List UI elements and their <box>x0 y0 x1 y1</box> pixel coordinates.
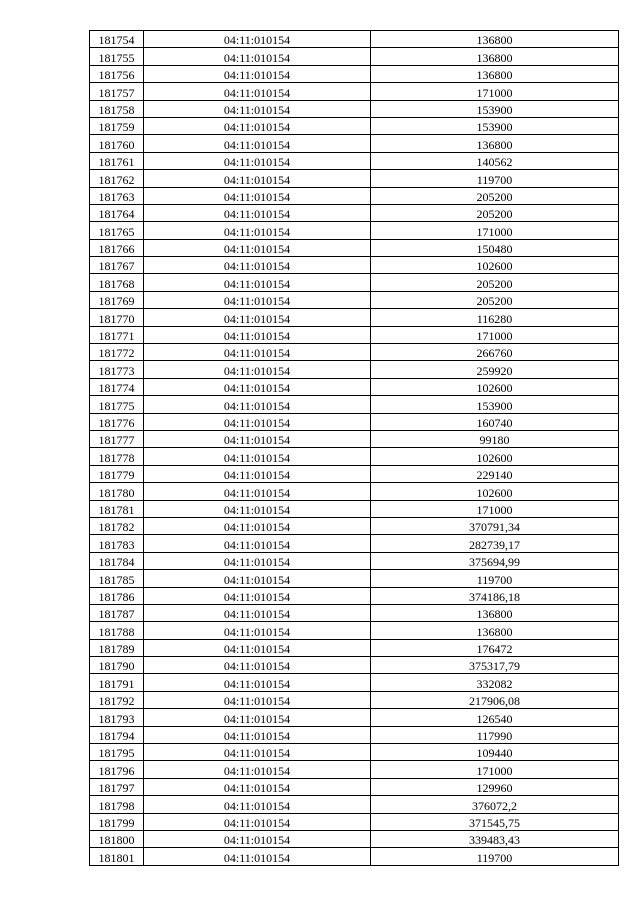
cadastral-code-cell: 04:11:010154 <box>144 517 371 534</box>
value-cell: 339483,43 <box>371 830 619 847</box>
row-id-cell: 181769 <box>90 291 144 308</box>
value-cell: 136800 <box>371 604 619 621</box>
cadastral-code-cell: 04:11:010154 <box>144 657 371 674</box>
value-cell: 126540 <box>371 709 619 726</box>
value-cell: 229140 <box>371 465 619 482</box>
table-row <box>90 378 619 395</box>
cadastral-code-cell: 04:11:010154 <box>144 100 371 117</box>
value-cell: 171000 <box>371 500 619 517</box>
cadastral-code-cell: 04:11:010154 <box>144 587 371 604</box>
cadastral-code-cell: 04:11:010154 <box>144 239 371 256</box>
table-row <box>90 587 619 604</box>
row-id-cell: 181778 <box>90 448 144 465</box>
cadastral-code-cell: 04:11:010154 <box>144 848 371 865</box>
value-cell: 160740 <box>371 413 619 430</box>
cadastral-code-cell: 04:11:010154 <box>144 257 371 274</box>
value-cell: 153900 <box>371 396 619 413</box>
table-row <box>90 204 619 221</box>
value-cell: 136800 <box>371 622 619 639</box>
value-cell: 102600 <box>371 257 619 274</box>
value-cell: 205200 <box>371 187 619 204</box>
table-row <box>90 291 619 308</box>
table-row <box>90 674 619 691</box>
value-cell: 376072,2 <box>371 796 619 813</box>
cadastral-code-cell: 04:11:010154 <box>144 570 371 587</box>
table-row <box>90 152 619 169</box>
row-id-cell: 181791 <box>90 674 144 691</box>
table-row <box>90 326 619 343</box>
table-row <box>90 117 619 134</box>
table-row <box>90 813 619 830</box>
table-row <box>90 65 619 82</box>
row-id-cell: 181792 <box>90 691 144 708</box>
row-id-cell: 181787 <box>90 604 144 621</box>
value-cell: 153900 <box>371 100 619 117</box>
cadastral-code-cell: 04:11:010154 <box>144 483 371 500</box>
value-cell: 282739,17 <box>371 535 619 552</box>
row-id-cell: 181796 <box>90 761 144 778</box>
row-id-cell: 181754 <box>90 31 144 48</box>
row-id-cell: 181801 <box>90 848 144 865</box>
value-cell: 171000 <box>371 326 619 343</box>
table-row <box>90 639 619 656</box>
table-row <box>90 413 619 430</box>
table-row <box>90 517 619 534</box>
value-cell: 119700 <box>371 570 619 587</box>
cadastral-code-cell: 04:11:010154 <box>144 744 371 761</box>
value-cell: 259920 <box>371 361 619 378</box>
value-cell: 205200 <box>371 204 619 221</box>
cadastral-code-cell: 04:11:010154 <box>144 326 371 343</box>
row-id-cell: 181765 <box>90 222 144 239</box>
row-id-cell: 181782 <box>90 517 144 534</box>
table-body <box>90 31 619 866</box>
row-id-cell: 181762 <box>90 170 144 187</box>
table-row <box>90 483 619 500</box>
row-id-cell: 181788 <box>90 622 144 639</box>
row-id-cell: 181764 <box>90 204 144 221</box>
cadastral-code-cell: 04:11:010154 <box>144 448 371 465</box>
value-cell: 332082 <box>371 674 619 691</box>
row-id-cell: 181776 <box>90 413 144 430</box>
row-id-cell: 181766 <box>90 239 144 256</box>
table-row <box>90 604 619 621</box>
value-cell: 375317,79 <box>371 657 619 674</box>
cadastral-code-cell: 04:11:010154 <box>144 170 371 187</box>
table-row <box>90 187 619 204</box>
value-cell: 102600 <box>371 448 619 465</box>
cadastral-code-cell: 04:11:010154 <box>144 83 371 100</box>
row-id-cell: 181774 <box>90 378 144 395</box>
table-row <box>90 83 619 100</box>
table-row <box>90 239 619 256</box>
table-row <box>90 274 619 291</box>
value-cell: 375694,99 <box>371 552 619 569</box>
value-cell: 99180 <box>371 430 619 447</box>
table-row <box>90 448 619 465</box>
row-id-cell: 181755 <box>90 48 144 65</box>
table-row <box>90 135 619 152</box>
row-id-cell: 181786 <box>90 587 144 604</box>
value-cell: 171000 <box>371 83 619 100</box>
value-cell: 136800 <box>371 31 619 48</box>
table-row <box>90 170 619 187</box>
row-id-cell: 181768 <box>90 274 144 291</box>
cadastral-code-cell: 04:11:010154 <box>144 691 371 708</box>
value-cell: 119700 <box>371 170 619 187</box>
row-id-cell: 181757 <box>90 83 144 100</box>
value-cell: 102600 <box>371 483 619 500</box>
table-row <box>90 552 619 569</box>
value-cell: 150480 <box>371 239 619 256</box>
table-row <box>90 744 619 761</box>
value-cell: 117990 <box>371 726 619 743</box>
cadastral-code-cell: 04:11:010154 <box>144 65 371 82</box>
row-id-cell: 181795 <box>90 744 144 761</box>
row-id-cell: 181761 <box>90 152 144 169</box>
row-id-cell: 181798 <box>90 796 144 813</box>
row-id-cell: 181789 <box>90 639 144 656</box>
row-id-cell: 181756 <box>90 65 144 82</box>
cadastral-code-cell: 04:11:010154 <box>144 761 371 778</box>
row-id-cell: 181794 <box>90 726 144 743</box>
table-row <box>90 257 619 274</box>
value-cell: 136800 <box>371 48 619 65</box>
row-id-cell: 181759 <box>90 117 144 134</box>
table-row <box>90 761 619 778</box>
value-cell: 171000 <box>371 761 619 778</box>
table-row <box>90 309 619 326</box>
cadastral-code-cell: 04:11:010154 <box>144 430 371 447</box>
cadastral-code-cell: 04:11:010154 <box>144 796 371 813</box>
row-id-cell: 181793 <box>90 709 144 726</box>
value-cell: 176472 <box>371 639 619 656</box>
table-row <box>90 344 619 361</box>
cadastral-code-cell: 04:11:010154 <box>144 709 371 726</box>
cadastral-code-cell: 04:11:010154 <box>144 361 371 378</box>
cadastral-code-cell: 04:11:010154 <box>144 674 371 691</box>
cadastral-code-cell: 04:11:010154 <box>144 48 371 65</box>
row-id-cell: 181780 <box>90 483 144 500</box>
cadastral-code-cell: 04:11:010154 <box>144 152 371 169</box>
cadastral-code-cell: 04:11:010154 <box>144 222 371 239</box>
value-cell: 136800 <box>371 135 619 152</box>
cadastral-code-cell: 04:11:010154 <box>144 726 371 743</box>
cadastral-code-cell: 04:11:010154 <box>144 413 371 430</box>
table-row <box>90 726 619 743</box>
cadastral-code-cell: 04:11:010154 <box>144 117 371 134</box>
cadastral-code-cell: 04:11:010154 <box>144 204 371 221</box>
row-id-cell: 181785 <box>90 570 144 587</box>
cadastral-code-cell: 04:11:010154 <box>144 622 371 639</box>
row-id-cell: 181779 <box>90 465 144 482</box>
row-id-cell: 181760 <box>90 135 144 152</box>
row-id-cell: 181799 <box>90 813 144 830</box>
table-row <box>90 848 619 865</box>
cadastral-code-cell: 04:11:010154 <box>144 535 371 552</box>
cadastral-code-cell: 04:11:010154 <box>144 830 371 847</box>
row-id-cell: 181777 <box>90 430 144 447</box>
table-row <box>90 535 619 552</box>
table-row <box>90 796 619 813</box>
cadastral-code-cell: 04:11:010154 <box>144 187 371 204</box>
table-row <box>90 500 619 517</box>
row-id-cell: 181770 <box>90 309 144 326</box>
table-row <box>90 570 619 587</box>
table-row <box>90 657 619 674</box>
value-cell: 370791,34 <box>371 517 619 534</box>
cadastral-code-cell: 04:11:010154 <box>144 465 371 482</box>
table-row <box>90 778 619 795</box>
value-cell: 217906,08 <box>371 691 619 708</box>
table-row <box>90 31 619 48</box>
row-id-cell: 181783 <box>90 535 144 552</box>
row-id-cell: 181773 <box>90 361 144 378</box>
data-table <box>89 30 619 866</box>
cadastral-code-cell: 04:11:010154 <box>144 500 371 517</box>
row-id-cell: 181797 <box>90 778 144 795</box>
row-id-cell: 181767 <box>90 257 144 274</box>
table-row <box>90 622 619 639</box>
value-cell: 153900 <box>371 117 619 134</box>
table-row <box>90 465 619 482</box>
table-row <box>90 100 619 117</box>
row-id-cell: 181790 <box>90 657 144 674</box>
value-cell: 205200 <box>371 291 619 308</box>
table-row <box>90 430 619 447</box>
table-row <box>90 361 619 378</box>
cadastral-code-cell: 04:11:010154 <box>144 344 371 361</box>
value-cell: 266760 <box>371 344 619 361</box>
row-id-cell: 181784 <box>90 552 144 569</box>
value-cell: 109440 <box>371 744 619 761</box>
table-row <box>90 222 619 239</box>
table-row <box>90 48 619 65</box>
value-cell: 371545,75 <box>371 813 619 830</box>
table-row <box>90 709 619 726</box>
value-cell: 140562 <box>371 152 619 169</box>
row-id-cell: 181772 <box>90 344 144 361</box>
value-cell: 374186,18 <box>371 587 619 604</box>
row-id-cell: 181775 <box>90 396 144 413</box>
value-cell: 102600 <box>371 378 619 395</box>
cadastral-code-cell: 04:11:010154 <box>144 31 371 48</box>
cadastral-code-cell: 04:11:010154 <box>144 552 371 569</box>
row-id-cell: 181781 <box>90 500 144 517</box>
cadastral-code-cell: 04:11:010154 <box>144 291 371 308</box>
table-row <box>90 830 619 847</box>
cadastral-code-cell: 04:11:010154 <box>144 135 371 152</box>
cadastral-code-cell: 04:11:010154 <box>144 274 371 291</box>
value-cell: 205200 <box>371 274 619 291</box>
value-cell: 136800 <box>371 65 619 82</box>
table-row <box>90 396 619 413</box>
cadastral-code-cell: 04:11:010154 <box>144 396 371 413</box>
value-cell: 116280 <box>371 309 619 326</box>
row-id-cell: 181800 <box>90 830 144 847</box>
value-cell: 129960 <box>371 778 619 795</box>
value-cell: 171000 <box>371 222 619 239</box>
row-id-cell: 181758 <box>90 100 144 117</box>
row-id-cell: 181763 <box>90 187 144 204</box>
table-row <box>90 691 619 708</box>
cadastral-code-cell: 04:11:010154 <box>144 378 371 395</box>
cadastral-code-cell: 04:11:010154 <box>144 604 371 621</box>
cadastral-code-cell: 04:11:010154 <box>144 309 371 326</box>
value-cell: 119700 <box>371 848 619 865</box>
cadastral-code-cell: 04:11:010154 <box>144 813 371 830</box>
cadastral-code-cell: 04:11:010154 <box>144 639 371 656</box>
cadastral-code-cell: 04:11:010154 <box>144 778 371 795</box>
row-id-cell: 181771 <box>90 326 144 343</box>
